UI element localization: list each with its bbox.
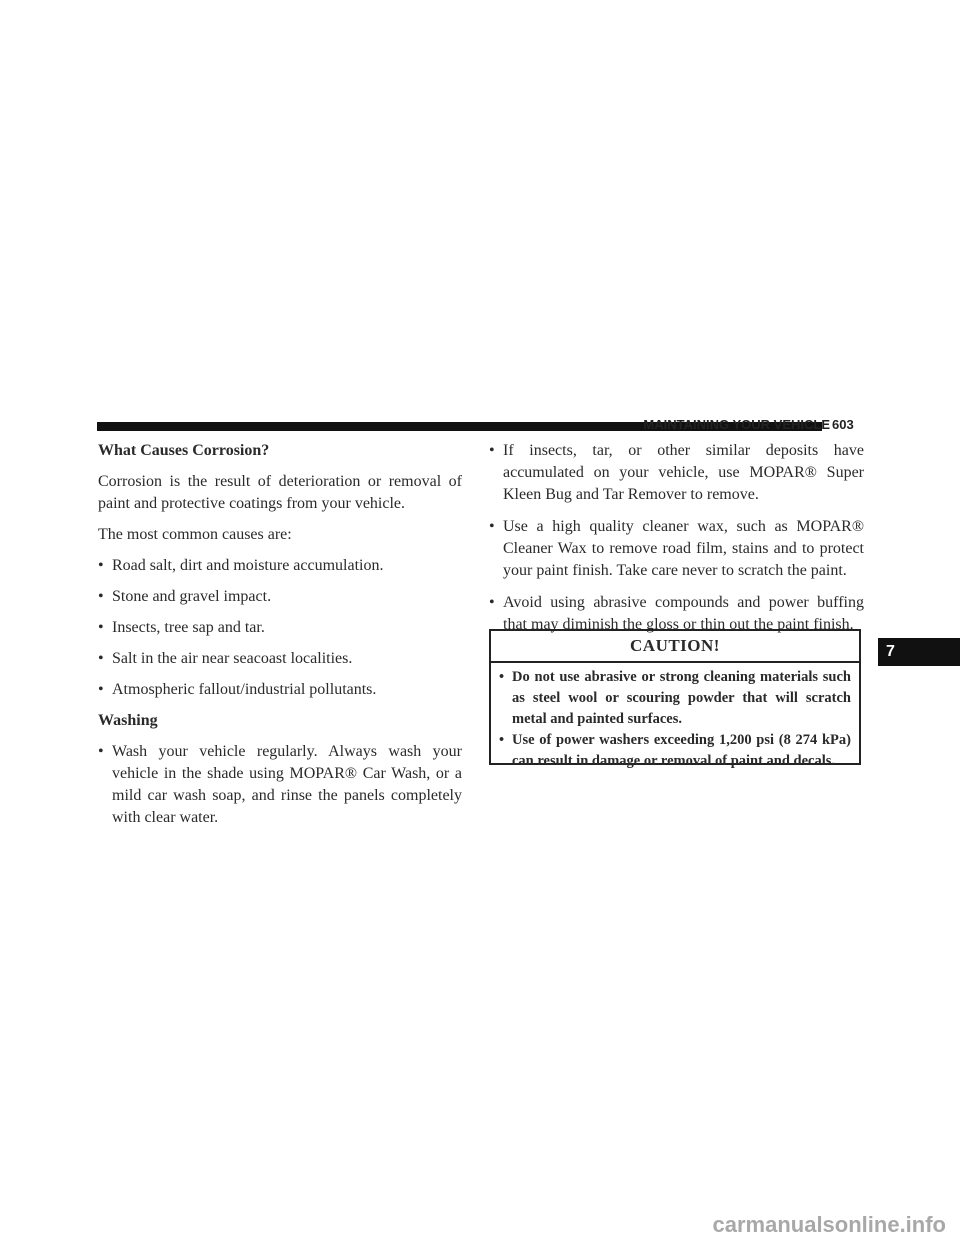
bullet-icon: • [98,650,104,667]
care-list [489,440,864,636]
caution-list [491,663,859,772]
causes-list [98,555,462,701]
list-item: • Atmospheric fallout/industrial pollutants. [98,679,462,701]
list-item: • Use of power washers exceeding 1,200 psi (8 274 kPa) can result in damage or removal of paint and decals. [499,732,851,769]
caution-title: CAUTION! [491,631,859,663]
watermark: carmanualsonline.info [712,1212,946,1237]
bullet-icon: • [98,743,104,760]
right-column [489,440,864,646]
heading-corrosion: What Causes Corrosion? [98,442,270,459]
paragraph-causes-intro: The most common causes are: [98,526,292,543]
bullet-icon: • [489,442,495,459]
bullet-icon: • [98,588,104,605]
list-item: • Do not use abrasive or strong cleaning materials such as steel wool or scouring powder that will scratch metal and painted surfaces. [499,669,851,727]
list-item: • Use a high quality cleaner wax, such as MOPAR® Cleaner Wax to remove road film, stains and to protect your paint finish. Take care never to scratch the paint. [489,518,864,579]
list-item: • If insects, tar, or other similar deposits have accumulated on your vehicle, use MOPAR® Super Kleen Bug and Tar Remover to remove. [489,442,864,503]
chapter-tab: 7 [878,638,960,666]
list-item: • Avoid using abrasive compounds and power buffing that may diminish the gloss or thin out the paint finish. [489,594,864,633]
caution-box [489,629,861,769]
bullet-icon: • [489,594,495,611]
page-number: 603 [832,417,854,432]
bullet-icon: • [98,557,104,574]
washing-list [98,741,462,829]
list-item: • Stone and gravel impact. [98,586,462,608]
list-item: • Road salt, dirt and moisture accumulation. [98,555,462,577]
bullet-icon: • [499,732,505,748]
left-column [98,440,462,838]
list-item: • Wash your vehicle regularly. Always wash your vehicle in the shade using MOPAR® Car Wash, or a mild car wash soap, and rinse the panels completely with clear water. [98,743,462,826]
section-title: MAINTAINING YOUR VEHICLE [643,417,830,432]
bullet-icon: • [98,619,104,636]
bullet-icon: • [489,518,495,535]
bullet-icon: • [499,669,505,685]
bullet-icon: • [98,681,104,698]
list-item: • Salt in the air near seacoast localities. [98,648,462,670]
paragraph-definition: Corrosion is the result of deterioration or removal of paint and protective coatings from your vehicle. [98,473,462,512]
list-item: • Insects, tree sap and tar. [98,617,462,639]
heading-washing: Washing [98,712,158,729]
